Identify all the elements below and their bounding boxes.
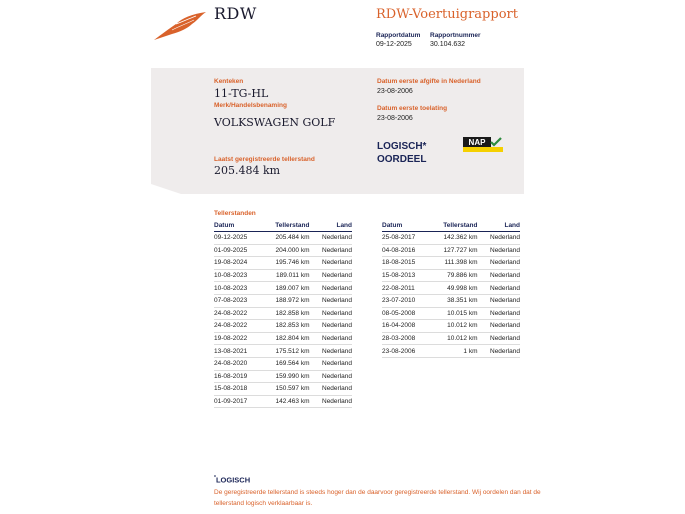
odometer-section-title: Tellerstanden: [214, 210, 256, 217]
odo-country: Nederland: [310, 395, 353, 408]
odo-date: 18-08-2015: [382, 257, 429, 270]
report-date: 09-12-2025: [376, 41, 412, 48]
table-row: [214, 357, 352, 370]
odo-date: 25-08-2017: [382, 232, 429, 245]
odometer-table-left: [214, 220, 352, 408]
odo-reading: 188.972 km: [261, 294, 309, 307]
odo-country: Nederland: [478, 332, 521, 345]
odo-reading: 169.564 km: [261, 357, 309, 370]
odo-date: 19-08-2024: [214, 257, 261, 270]
odo-reading: 189.011 km: [261, 269, 309, 282]
odometer-verdict: [377, 140, 457, 166]
odo-country: Nederland: [478, 269, 521, 282]
table-row: [214, 345, 352, 358]
odo-date: 15-08-2013: [382, 269, 429, 282]
odo-reading: 159.990 km: [261, 370, 309, 383]
table-row: [214, 320, 352, 333]
last-odo-label: Laatst geregistreerde tellerstand: [214, 156, 315, 163]
odo-reading: 150.597 km: [261, 383, 309, 396]
table-row: [214, 370, 352, 383]
table-row: [214, 383, 352, 396]
first-nl-label: Datum eerste afgifte in Nederland: [377, 78, 481, 85]
odo-date: 10-08-2023: [214, 269, 261, 282]
odo-reading: 38.351 km: [429, 294, 477, 307]
nap-logo: [463, 137, 503, 153]
odo-reading: 205.484 km: [261, 232, 309, 245]
odo-date: 04-08-2016: [382, 244, 429, 257]
footnote-marker: *: [214, 475, 216, 481]
col-date-header: Datum: [382, 220, 429, 232]
table-row: [214, 332, 352, 345]
odo-country: Nederland: [310, 383, 353, 396]
table-row: [214, 232, 352, 245]
odo-country: Nederland: [478, 294, 521, 307]
odo-date: 23-07-2010: [382, 294, 429, 307]
table-row: [382, 332, 520, 345]
odo-country: Nederland: [478, 307, 521, 320]
odo-date: 28-03-2008: [382, 332, 429, 345]
plate-label: Kenteken: [214, 78, 244, 85]
make-value: VOLKSWAGEN GOLF: [214, 116, 336, 129]
odo-date: 13-08-2021: [214, 345, 261, 358]
vehicle-summary-panel: [151, 68, 524, 194]
odo-reading: 189.007 km: [261, 282, 309, 295]
odo-country: Nederland: [310, 357, 353, 370]
table-row: [382, 345, 520, 358]
col-country-header: Land: [310, 220, 353, 232]
odo-country: Nederland: [310, 345, 353, 358]
odo-reading: 111.398 km: [429, 257, 477, 270]
odo-date: 23-08-2006: [382, 345, 429, 358]
odo-reading: 127.727 km: [429, 244, 477, 257]
odo-reading: 182.804 km: [261, 332, 309, 345]
odometer-table-right: [382, 220, 520, 358]
odo-country: Nederland: [310, 307, 353, 320]
odo-country: Nederland: [478, 282, 521, 295]
table-row: [382, 257, 520, 270]
odo-date: 01-09-2025: [214, 244, 261, 257]
footnote-title: [214, 475, 250, 485]
table-row: [214, 282, 352, 295]
odo-reading: 142.362 km: [429, 232, 477, 245]
table-row: [382, 269, 520, 282]
nap-logo-text: NAP: [468, 138, 486, 147]
check-icon: [491, 138, 501, 145]
odo-date: 24-08-2020: [214, 357, 261, 370]
table-row: [214, 307, 352, 320]
table-row: [382, 307, 520, 320]
odo-country: Nederland: [310, 294, 353, 307]
odo-date: 16-08-2019: [214, 370, 261, 383]
odo-country: Nederland: [478, 320, 521, 333]
report-title: RDW-Voertuigrapport: [376, 7, 518, 22]
col-date-header: Datum: [214, 220, 261, 232]
odo-date: 07-08-2023: [214, 294, 261, 307]
first-adm-value: 23-08-2006: [377, 115, 413, 122]
odo-country: Nederland: [310, 370, 353, 383]
odo-reading: 1 km: [429, 345, 477, 358]
odo-reading: 10.012 km: [429, 332, 477, 345]
table-row: [382, 294, 520, 307]
table-row: [214, 269, 352, 282]
verdict-line-2: OORDEEL: [377, 154, 427, 165]
odo-country: Nederland: [310, 269, 353, 282]
table-row: [382, 232, 520, 245]
odo-country: Nederland: [310, 332, 353, 345]
odo-reading: 142.463 km: [261, 395, 309, 408]
odo-date: 15-08-2018: [214, 383, 261, 396]
col-country-header: Land: [478, 220, 521, 232]
odo-reading: 182.853 km: [261, 320, 309, 333]
table-row: [382, 282, 520, 295]
odo-reading: 195.746 km: [261, 257, 309, 270]
odo-date: 24-08-2022: [214, 307, 261, 320]
odo-date: 09-12-2025: [214, 232, 261, 245]
make-label: Merk/Handelsbenaming: [214, 102, 287, 109]
odo-reading: 204.000 km: [261, 244, 309, 257]
col-reading-header: Tellerstand: [429, 220, 477, 232]
brand-name: RDW: [214, 4, 257, 23]
odo-date: 24-08-2022: [214, 320, 261, 333]
table-row: [382, 320, 520, 333]
table-row: [382, 244, 520, 257]
odo-reading: 10.015 km: [429, 307, 477, 320]
odo-country: Nederland: [310, 244, 353, 257]
odo-date: 08-05-2008: [382, 307, 429, 320]
report-number: 30.104.632: [430, 41, 466, 48]
odo-country: Nederland: [310, 320, 353, 333]
report-number-label: Rapportnummer: [430, 32, 481, 39]
odo-date: 22-08-2011: [382, 282, 429, 295]
odo-country: Nederland: [478, 257, 521, 270]
odo-country: Nederland: [310, 232, 353, 245]
footnote-title-text: LOGISCH: [215, 475, 251, 485]
table-row: [214, 395, 352, 408]
report-date-label: Rapportdatum: [376, 32, 421, 39]
odo-reading: 79.886 km: [429, 269, 477, 282]
odo-country: Nederland: [478, 244, 521, 257]
odo-reading: 49.998 km: [429, 282, 477, 295]
plate-value: 11-TG-HL: [214, 87, 269, 100]
footnote-text: De geregistreerde tellerstand is steeds hoger dan de daarvoor geregistreerde tellerstand. Wij oordelen dan dat de tellerstand logisch verklaarbaar is.: [214, 489, 541, 507]
odo-date: 01-09-2017: [214, 395, 261, 408]
odo-date: 16-04-2008: [382, 320, 429, 333]
table-row: [214, 294, 352, 307]
odo-reading: 182.858 km: [261, 307, 309, 320]
first-nl-value: 23-08-2006: [377, 88, 413, 95]
odo-reading: 175.512 km: [261, 345, 309, 358]
odo-date: 19-08-2022: [214, 332, 261, 345]
col-reading-header: Tellerstand: [261, 220, 309, 232]
table-row: [214, 244, 352, 257]
verdict-line-1: LOGISCH*: [377, 141, 427, 152]
table-row: [214, 257, 352, 270]
odo-reading: 10.012 km: [429, 320, 477, 333]
odo-country: Nederland: [310, 257, 353, 270]
last-odo-value: 205.484 km: [214, 164, 281, 177]
odo-country: Nederland: [310, 282, 353, 295]
first-adm-label: Datum eerste toelating: [377, 105, 448, 112]
rdw-logo-icon: [152, 10, 208, 42]
odo-date: 10-08-2023: [214, 282, 261, 295]
odo-country: Nederland: [478, 345, 521, 358]
odo-country: Nederland: [478, 232, 521, 245]
